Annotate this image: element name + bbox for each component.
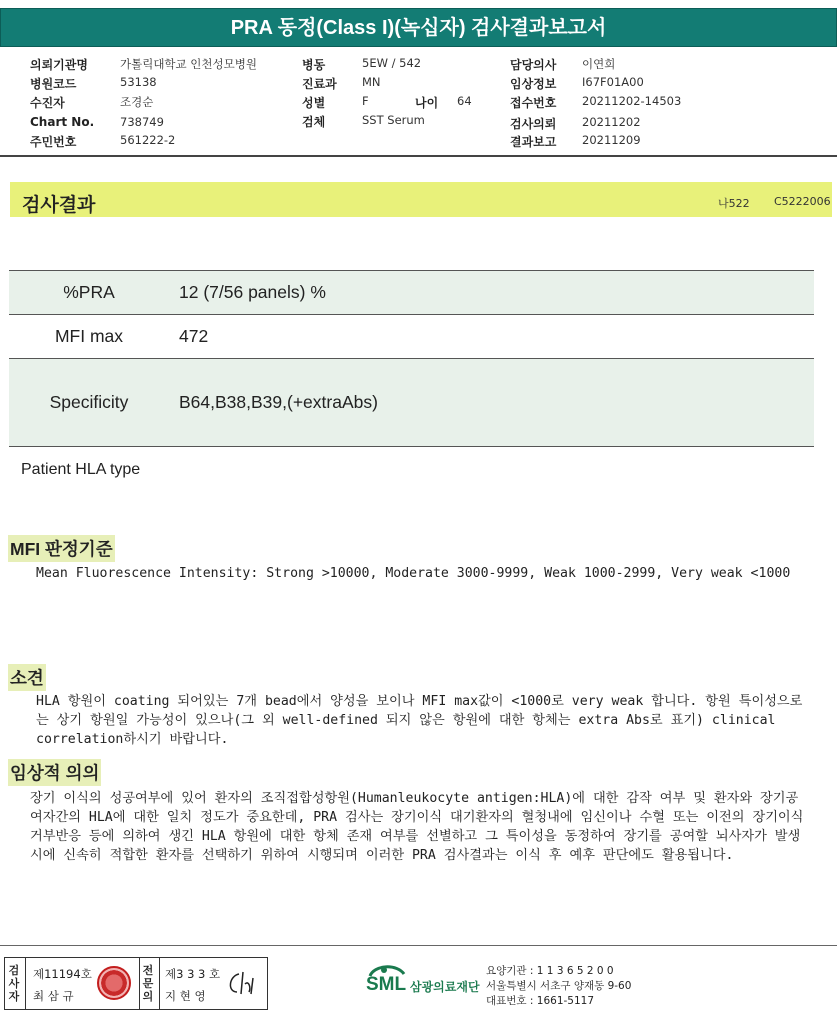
info-label: Chart No.	[30, 115, 95, 129]
org-address: 서울특별시 서초구 양재동 9-60	[486, 980, 632, 992]
result-value: 12 (7/56 panels) %	[169, 271, 814, 315]
info-label: 검사의뢰	[510, 117, 557, 131]
footer-divider	[0, 945, 837, 946]
examiner-label: 검사자	[8, 964, 20, 1003]
signature-box	[4, 957, 268, 1010]
info-value: 5EW / 542	[362, 56, 422, 70]
result-key: %PRA	[9, 271, 169, 315]
specialist-number: 제3 3 3 호	[165, 967, 221, 981]
result-key: Specificity	[9, 359, 169, 447]
box-divider	[25, 958, 26, 1009]
info-value: F	[362, 94, 369, 108]
examiner-number: 제11194호	[33, 967, 92, 981]
result-row-specificity	[9, 359, 814, 447]
org-phone: 대표번호 : 1661-5117	[486, 995, 595, 1007]
mfi-text: Mean Fluorescence Intensity: Strong >10000, Moderate 3000-9999, Weak 1000-2999, Very weak <1000	[36, 566, 791, 581]
signature-icon	[225, 968, 261, 1000]
mfi-heading: MFI 판정기준	[8, 535, 115, 562]
header-divider	[0, 155, 837, 157]
info-value: 20211209	[582, 133, 641, 147]
opinion-text: HLA 항원이 coating 되어있는 7개 bead에서 양성을 보이나 MFI max값이 <1000로 very weak 합니다. 항원 특이성으로는 상기 항원일 가능성이 있으나(그 외 well-defined 되지 않은 항원에 대한 항체는 extra Abs로 표기) clinical correlation하시기 바랍니다.	[36, 694, 803, 747]
info-value: MN	[362, 75, 381, 89]
info-label: 결과보고	[510, 135, 557, 149]
org-code: 요양기관 : 1 1 3 6 5 2 0 0	[486, 965, 614, 977]
results-table	[9, 270, 814, 447]
section-code-2: C5222006	[774, 195, 831, 208]
result-row-mfi	[9, 315, 814, 359]
info-label: 병동	[302, 58, 326, 72]
info-label: 의뢰기관명	[30, 58, 88, 72]
result-value: 472	[169, 315, 814, 359]
info-value: 561222-2	[120, 133, 176, 147]
info-label: 검체	[302, 115, 326, 129]
sml-logo-text: SML	[366, 974, 407, 995]
info-label: 수진자	[30, 96, 65, 110]
section-code-1: 나522	[718, 197, 750, 210]
specialist-name: 지 현 영	[165, 989, 206, 1003]
age-label: 나이	[415, 96, 439, 110]
info-label: 담당의사	[510, 58, 557, 72]
info-label: 진료과	[302, 77, 337, 91]
clinical-text: 장기 이식의 성공여부에 있어 환자의 조직접합성항원(Humanleukocyte antigen:HLA)에 대한 감작 여부 및 환자와 장기공여자간의 HLA에 대한 일치 정도가 중요한데, PRA 검사는 장기이식 대기환자의 혈청내에 임신이나 수혈 또는 이전의 장기이식 거부반응 등에 의하여 생긴 HLA 항원에 대한 항체 존재 여부를 선별하고 그 특이성을 동정하여 장기를 공여할 뇌사자가 발생시에 신속히 적합한 환자를 선택하기 위하여 시행되며 이러한 PRA 검사결과는 이식 후 예후 판단에도 활용됩니다.	[30, 791, 812, 863]
info-value: 조경순	[120, 95, 154, 109]
info-label: 접수번호	[510, 96, 557, 110]
box-divider	[139, 958, 140, 1009]
info-label: 주민번호	[30, 135, 77, 149]
section-bar	[10, 182, 832, 217]
seal-icon	[97, 966, 131, 1000]
examiner-name: 최 삼 규	[33, 989, 74, 1003]
info-value: I67F01A00	[582, 75, 644, 89]
info-value: 이연희	[582, 57, 616, 71]
info-value: 20211202-14503	[582, 94, 682, 108]
specialist-label: 전문의	[142, 964, 154, 1003]
patient-hla-label: Patient HLA type	[21, 461, 141, 478]
section-title: 검사결과	[22, 195, 96, 216]
result-row-pra	[9, 271, 814, 315]
org-name: 삼광의료재단	[410, 980, 480, 994]
opinion-heading: 소견	[8, 664, 46, 691]
info-value: 20211202	[582, 115, 641, 129]
info-label: 병원코드	[30, 77, 77, 91]
info-value: 가톨릭대학교 인천성모병원	[120, 57, 257, 71]
box-divider	[159, 958, 160, 1009]
report-title: PRA 동정(Class I)(녹십자) 검사결과보고서	[0, 8, 837, 47]
info-label: 임상정보	[510, 77, 557, 91]
clinical-heading: 임상적 의의	[8, 759, 101, 786]
info-label: 성별	[302, 96, 326, 110]
info-value: 738749	[120, 115, 164, 129]
info-value: SST Serum	[362, 113, 425, 127]
result-value: B64,B38,B39,(+extraAbs)	[169, 359, 814, 447]
result-key: MFI max	[9, 315, 169, 359]
info-value: 53138	[120, 75, 157, 89]
age-value: 64	[457, 94, 472, 108]
